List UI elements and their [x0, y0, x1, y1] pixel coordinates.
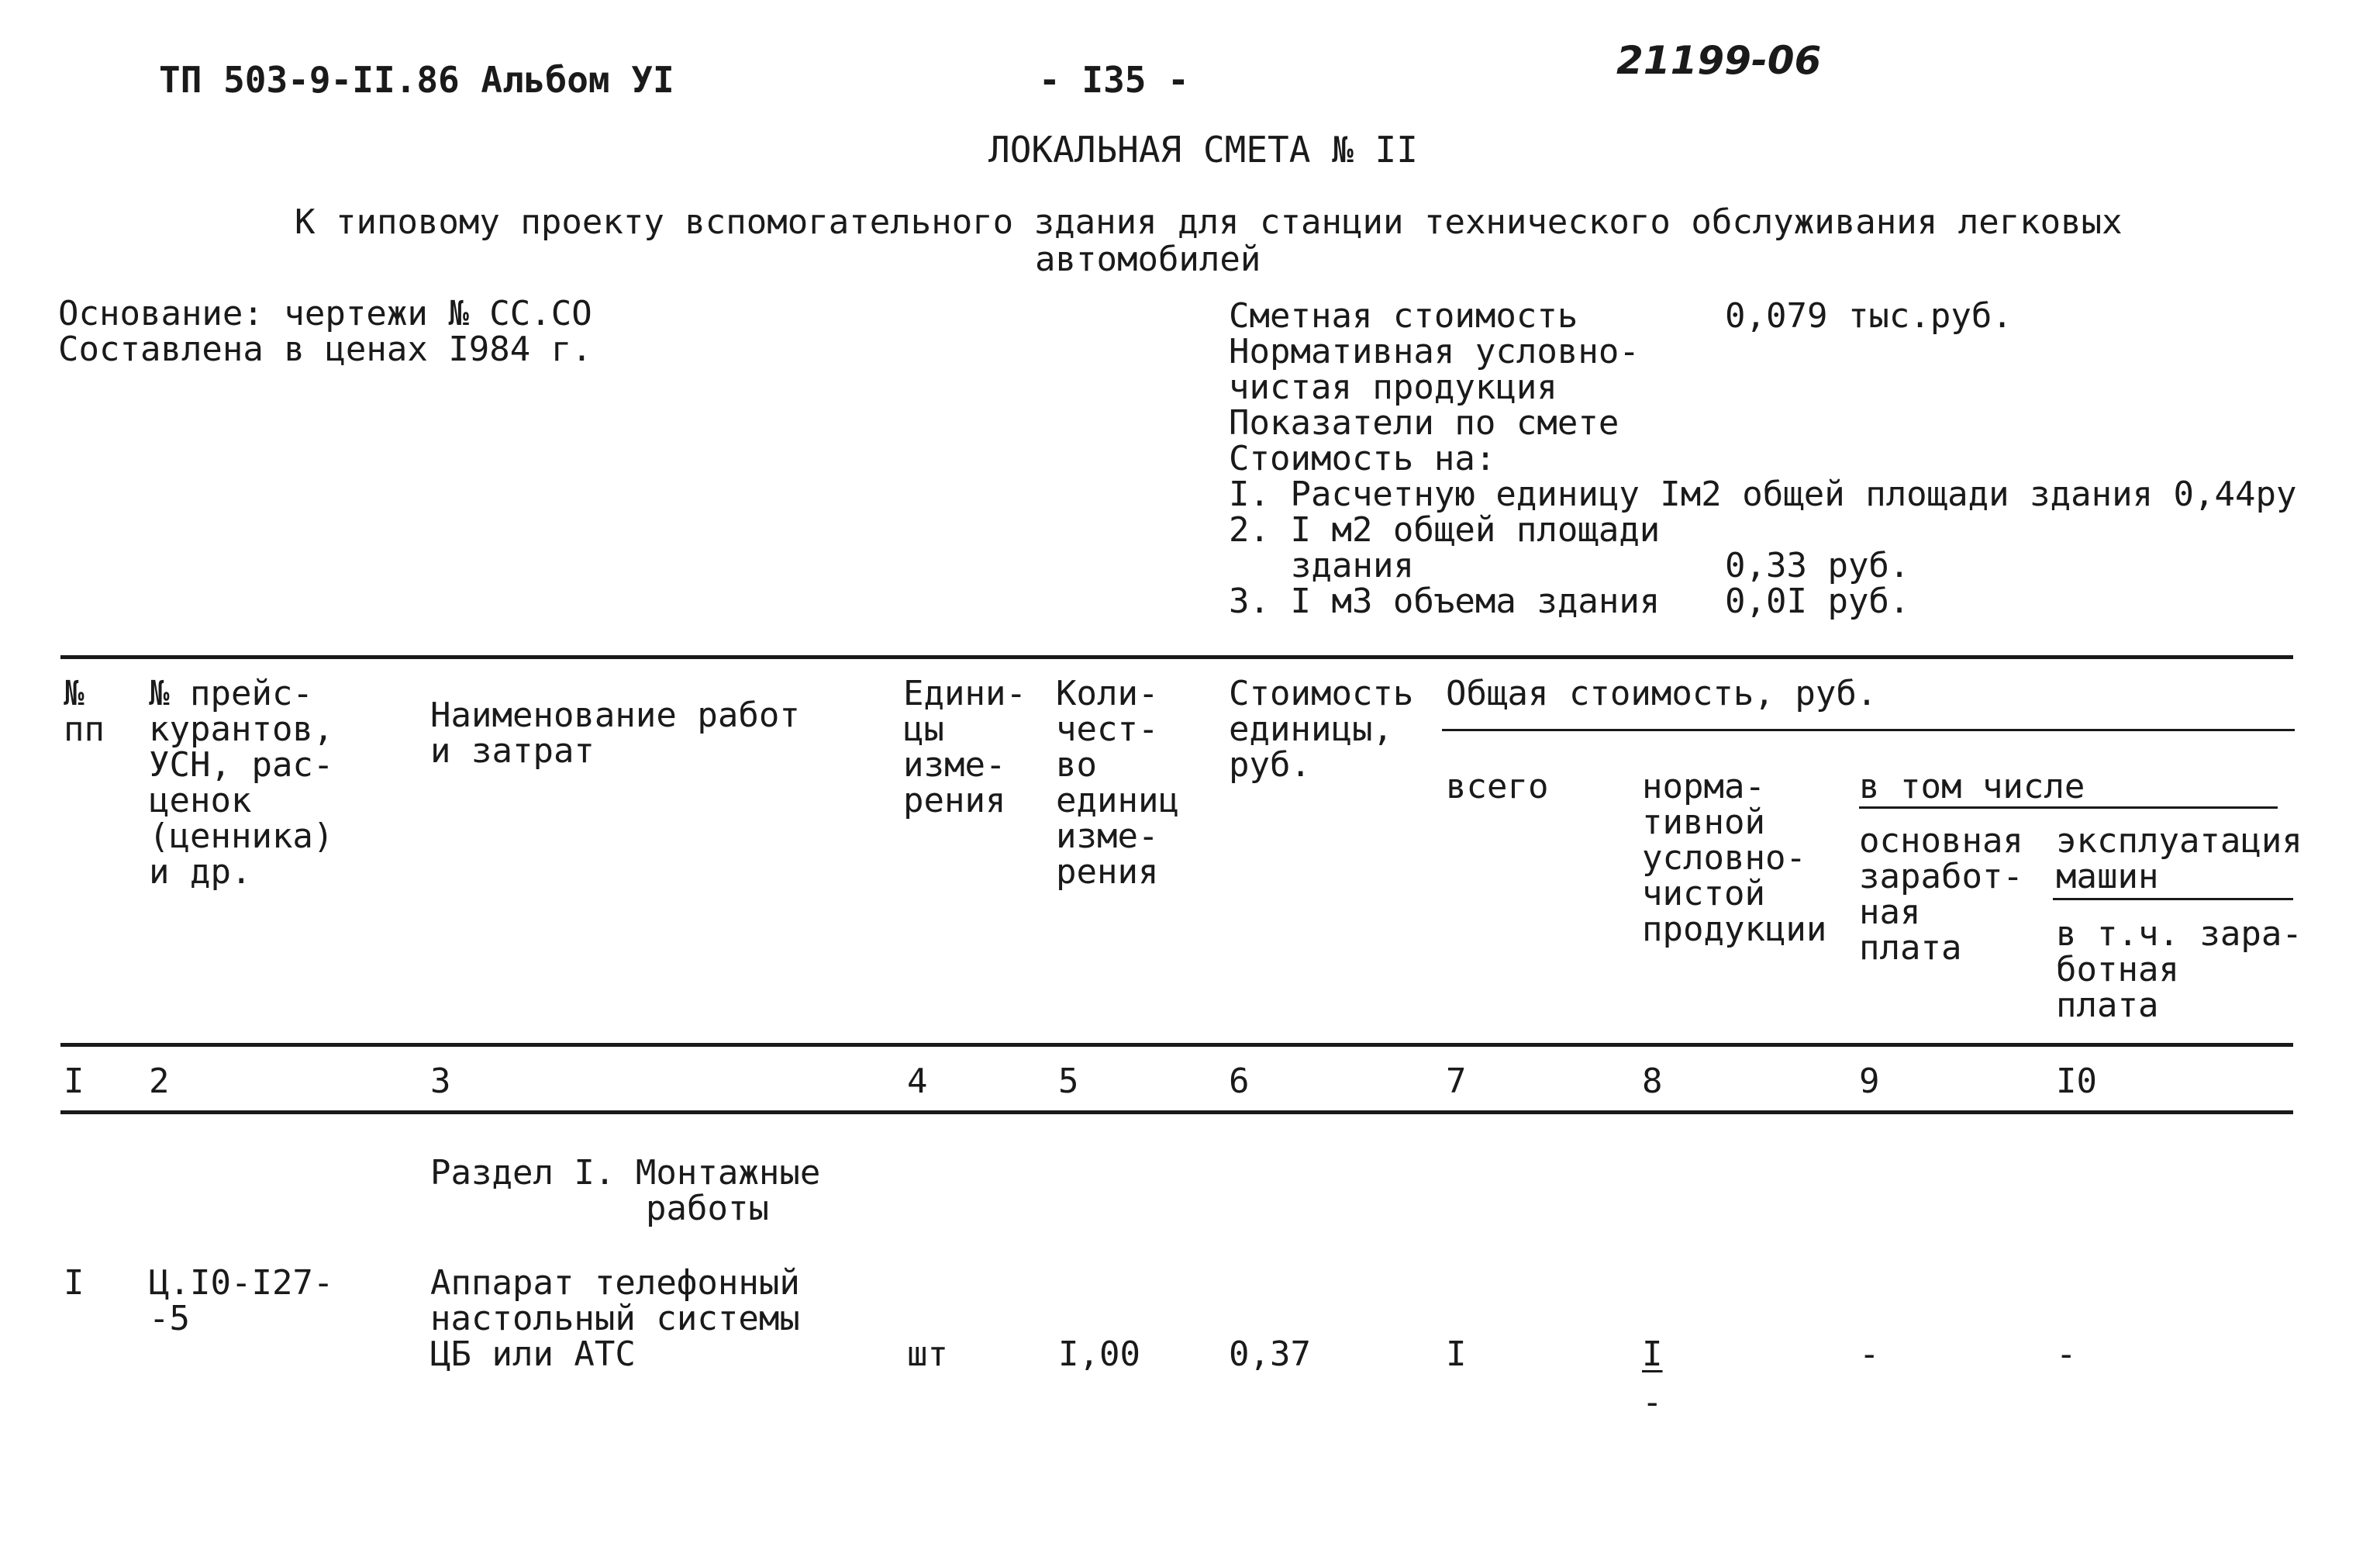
header-col-10 [2056, 823, 2302, 895]
header-col-10-sub-line3: плата [2056, 986, 2159, 1025]
indicator-item-3: 3. I м3 объема здания [1229, 582, 1661, 621]
basis-prices: Составлена в ценах I984 г. [58, 330, 592, 369]
indicator-item-2-value: 0,33 руб. [1725, 546, 1910, 585]
estimated-cost-value: 0,079 тыс.руб. [1725, 296, 2013, 336]
header-bottom-rule [60, 1043, 2293, 1047]
header-col-1 [64, 676, 105, 747]
column-number-6: 6 [1229, 1062, 1250, 1101]
subtitle-line1: К типовому проекту вспомогательного здания для станции технического обслуживания легковых [295, 202, 2123, 242]
section-title-line1: Раздел I. Монтажные [430, 1153, 821, 1193]
row-code-line1: Ц.I0-I27- [149, 1263, 334, 1303]
header-col-2-line2: курантов, [149, 709, 334, 749]
header-col-10-sub-line2: ботная [2056, 950, 2179, 989]
header-col-5-line6: рения [1056, 852, 1159, 892]
column-number-2: 2 [149, 1062, 170, 1101]
incl-rule [1859, 806, 2278, 809]
header-col-9 [1859, 823, 2023, 966]
basis-drawings: Основание: чертежи № СС.СО [58, 294, 592, 333]
indicator-item-3-value: 0,0I руб. [1725, 582, 1910, 621]
section-title-line2: работы [646, 1189, 769, 1228]
row-unit: шт [907, 1334, 948, 1374]
indicator-item-1: I. Расчетную единицу Iм2 общей площади здания 0,44ру [1229, 475, 2297, 514]
column-number-7: 7 [1446, 1062, 1467, 1101]
column-number-5: 5 [1058, 1062, 1079, 1101]
row-number: I [64, 1263, 85, 1303]
normative-label-2: чистая продукция [1229, 368, 1557, 407]
page-number: - I35 - [1039, 59, 1189, 101]
total-cost-rule [1442, 729, 2295, 731]
header-col-9-line4: плата [1859, 928, 1962, 968]
header-col-6-line1: Стоимость [1229, 674, 1414, 713]
table-top-rule [60, 655, 2293, 659]
header-col-2-line5: (ценника) [149, 816, 334, 856]
column-number-3: 3 [430, 1062, 451, 1101]
header-col-4-line3: изме- [903, 745, 1006, 785]
row-total: I [1446, 1334, 1467, 1374]
header-col-10-sub-line1: в т.ч. зара- [2056, 914, 2302, 954]
numbers-bottom-rule [60, 1110, 2293, 1114]
header-col-8-line1: норма- [1642, 767, 1765, 806]
machines-rule [2053, 898, 2293, 900]
header-col-7: всего [1446, 767, 1549, 806]
header-col-3 [430, 698, 800, 769]
header-col-8-line2: тивной [1642, 803, 1765, 842]
column-number-1: I [64, 1062, 85, 1101]
normative-label-1: Нормативная условно- [1229, 332, 1640, 371]
indicator-item-2-cont: здания [1291, 546, 1414, 585]
header-col-10-line1: эксплуатация [2056, 821, 2302, 861]
header-col-5-line4: единиц [1056, 781, 1179, 820]
row-name-line1: Аппарат телефонный [430, 1263, 800, 1303]
header-col-6-line2: единицы, [1229, 709, 1393, 749]
column-number-4: 4 [907, 1062, 928, 1101]
column-number-10: I0 [2056, 1062, 2097, 1101]
header-col-2-line1: № прейс- [149, 674, 313, 713]
header-col-6-line3: руб. [1229, 745, 1311, 785]
header-including: в том числе [1859, 767, 2085, 806]
header-col-4 [903, 676, 1026, 819]
row-normative-below: - [1642, 1383, 1663, 1422]
header-col-4-line4: рения [903, 781, 1006, 820]
row-name-line2: настольный системы [430, 1299, 800, 1338]
row-code-line2: -5 [149, 1299, 190, 1338]
header-col-2 [149, 676, 333, 890]
header-col-5-line2: чест- [1056, 709, 1159, 749]
album-reference: ТП 503-9-II.86 Альбом УI [159, 59, 674, 101]
header-col-8-line3: условно- [1642, 838, 1806, 878]
header-col-9-line2: заработ- [1859, 857, 2023, 896]
header-col-6 [1229, 676, 1413, 783]
header-col-5-line3: во [1056, 745, 1097, 785]
header-col-1-line1: № [64, 674, 85, 713]
header-col-2-line3: УСН, рас- [149, 745, 334, 785]
column-number-8: 8 [1642, 1062, 1663, 1101]
header-col-8-line4: чистой [1642, 874, 1765, 913]
header-col-5-line1: Коли- [1056, 674, 1159, 713]
page-title: ЛОКАЛЬНАЯ СМЕТА № II [988, 129, 1418, 171]
row-unit-cost: 0,37 [1229, 1334, 1311, 1374]
header-col-9-line1: основная [1859, 821, 2023, 861]
header-col-10-line2: машин [2056, 857, 2159, 896]
header-col-4-line2: цы [903, 709, 944, 749]
row-machines: - [2056, 1334, 2077, 1374]
row-normative: I [1642, 1334, 1663, 1374]
header-col-3-line2: и затрат [430, 731, 595, 771]
header-col-1-line2: пп [64, 709, 105, 749]
header-col-8-line5: продукции [1642, 910, 1827, 949]
header-col-5-line5: изме- [1056, 816, 1159, 856]
row-name-line3: ЦБ или АТС [430, 1334, 636, 1374]
header-col-5 [1056, 676, 1179, 890]
row-wage: - [1859, 1334, 1880, 1374]
header-total-cost: Общая стоимость, руб. [1446, 674, 1878, 713]
row-quantity: I,00 [1058, 1334, 1140, 1374]
header-col-8 [1642, 769, 1826, 948]
subtitle-line2: автомобилей [1035, 240, 1261, 279]
header-col-3-line1: Наименование работ [430, 696, 800, 735]
header-col-10-sub [2056, 914, 2302, 1025]
header-col-2-line4: ценок [149, 781, 252, 820]
indicators-label: Показатели по смете [1229, 403, 1619, 443]
cost-on-label: Стоимость на: [1229, 439, 1496, 478]
handwritten-number: 21199-06 [1616, 38, 1822, 83]
indicator-item-2: 2. I м2 общей площади [1229, 510, 1661, 550]
header-col-2-line6: и др. [149, 852, 252, 892]
header-col-4-line1: Едини- [903, 674, 1026, 713]
estimated-cost-label: Сметная стоимость [1229, 296, 1578, 336]
column-number-9: 9 [1859, 1062, 1880, 1101]
header-col-9-line3: ная [1859, 892, 1921, 932]
